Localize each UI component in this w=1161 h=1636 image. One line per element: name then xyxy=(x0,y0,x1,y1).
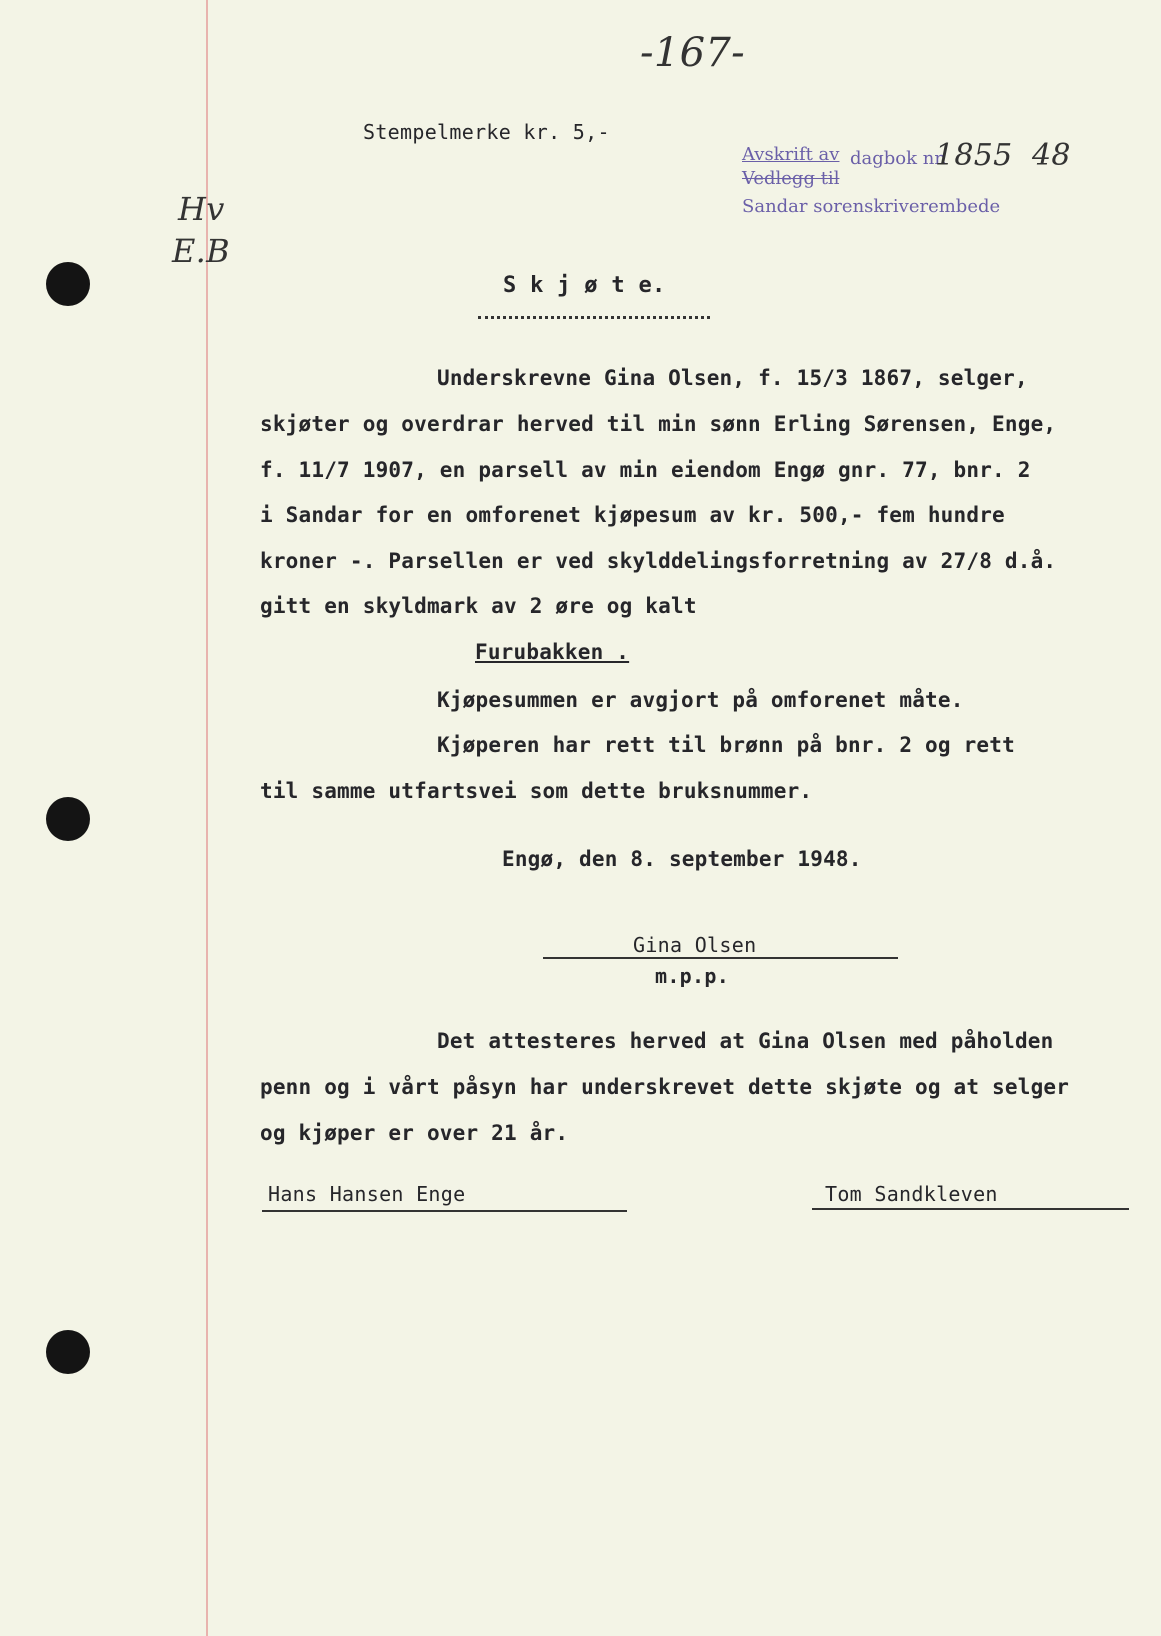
stamp-fee: Stempelmerke kr. 5,- xyxy=(363,120,610,144)
punch-hole xyxy=(46,262,90,306)
witness-1: Hans Hansen Enge xyxy=(268,1182,466,1206)
text-line: til samme utfartsvei som dette bruksnummer. xyxy=(260,779,813,803)
stamp-line3: Sandar sorenskriverembede xyxy=(742,196,1001,217)
title-underline xyxy=(478,316,710,319)
witness-2: Tom Sandkleven xyxy=(825,1182,998,1206)
stamp-line1: Avskrift av xyxy=(742,144,840,165)
signature-line xyxy=(543,957,898,959)
paragraph-2: Kjøpesummen er avgjort på omforenet måte. xyxy=(437,688,964,712)
text-line: f. 11/7 1907, en parsell av min eiendom Engø gnr. 77, bnr. 2 xyxy=(260,458,1031,482)
stamp-line2: Vedlegg til xyxy=(742,168,840,189)
margin-note-line1: Hv xyxy=(178,190,225,228)
handwritten-number: 1855 xyxy=(935,138,1013,173)
witness-2-line xyxy=(812,1208,1129,1210)
text-line: gitt en skyldmark av 2 øre og kalt xyxy=(260,594,697,618)
punch-hole xyxy=(46,1330,90,1374)
seller-signature: Gina Olsen xyxy=(633,933,757,957)
property-name: Furubakken . xyxy=(475,640,630,664)
stamp-line1b: dagbok nr. xyxy=(850,148,947,169)
place-date: Engø, den 8. september 1948. xyxy=(502,847,862,871)
text-line: skjøter og overdrar herved til min sønn Erling Sørensen, Enge, xyxy=(260,412,1057,436)
handwritten-year: 48 xyxy=(1032,138,1071,173)
witness-1-line xyxy=(262,1210,627,1212)
page-number: -167- xyxy=(640,30,745,76)
document-title: S k j ø t e. xyxy=(503,273,666,298)
text-line: kroner -. Parsellen er ved skylddelingsforretning av 27/8 d.å. xyxy=(260,549,1057,573)
punch-hole xyxy=(46,797,90,841)
text-line: Det attesteres herved at Gina Olsen med påholden xyxy=(437,1029,1054,1053)
text-line: i Sandar for en omforenet kjøpesum av kr. 500,- fem hundre xyxy=(260,503,1005,527)
text-line: penn og i vårt påsyn har underskrevet dette skjøte og at selger xyxy=(260,1075,1070,1099)
text-line: Kjøperen har rett til brønn på bnr. 2 og rett xyxy=(437,733,1015,757)
text-line: Underskrevne Gina Olsen, f. 15/3 1867, selger, xyxy=(437,366,1028,390)
seller-note: m.p.p. xyxy=(655,964,730,988)
margin-note-line2: E.B xyxy=(172,232,230,270)
text-line: og kjøper er over 21 år. xyxy=(260,1121,569,1145)
